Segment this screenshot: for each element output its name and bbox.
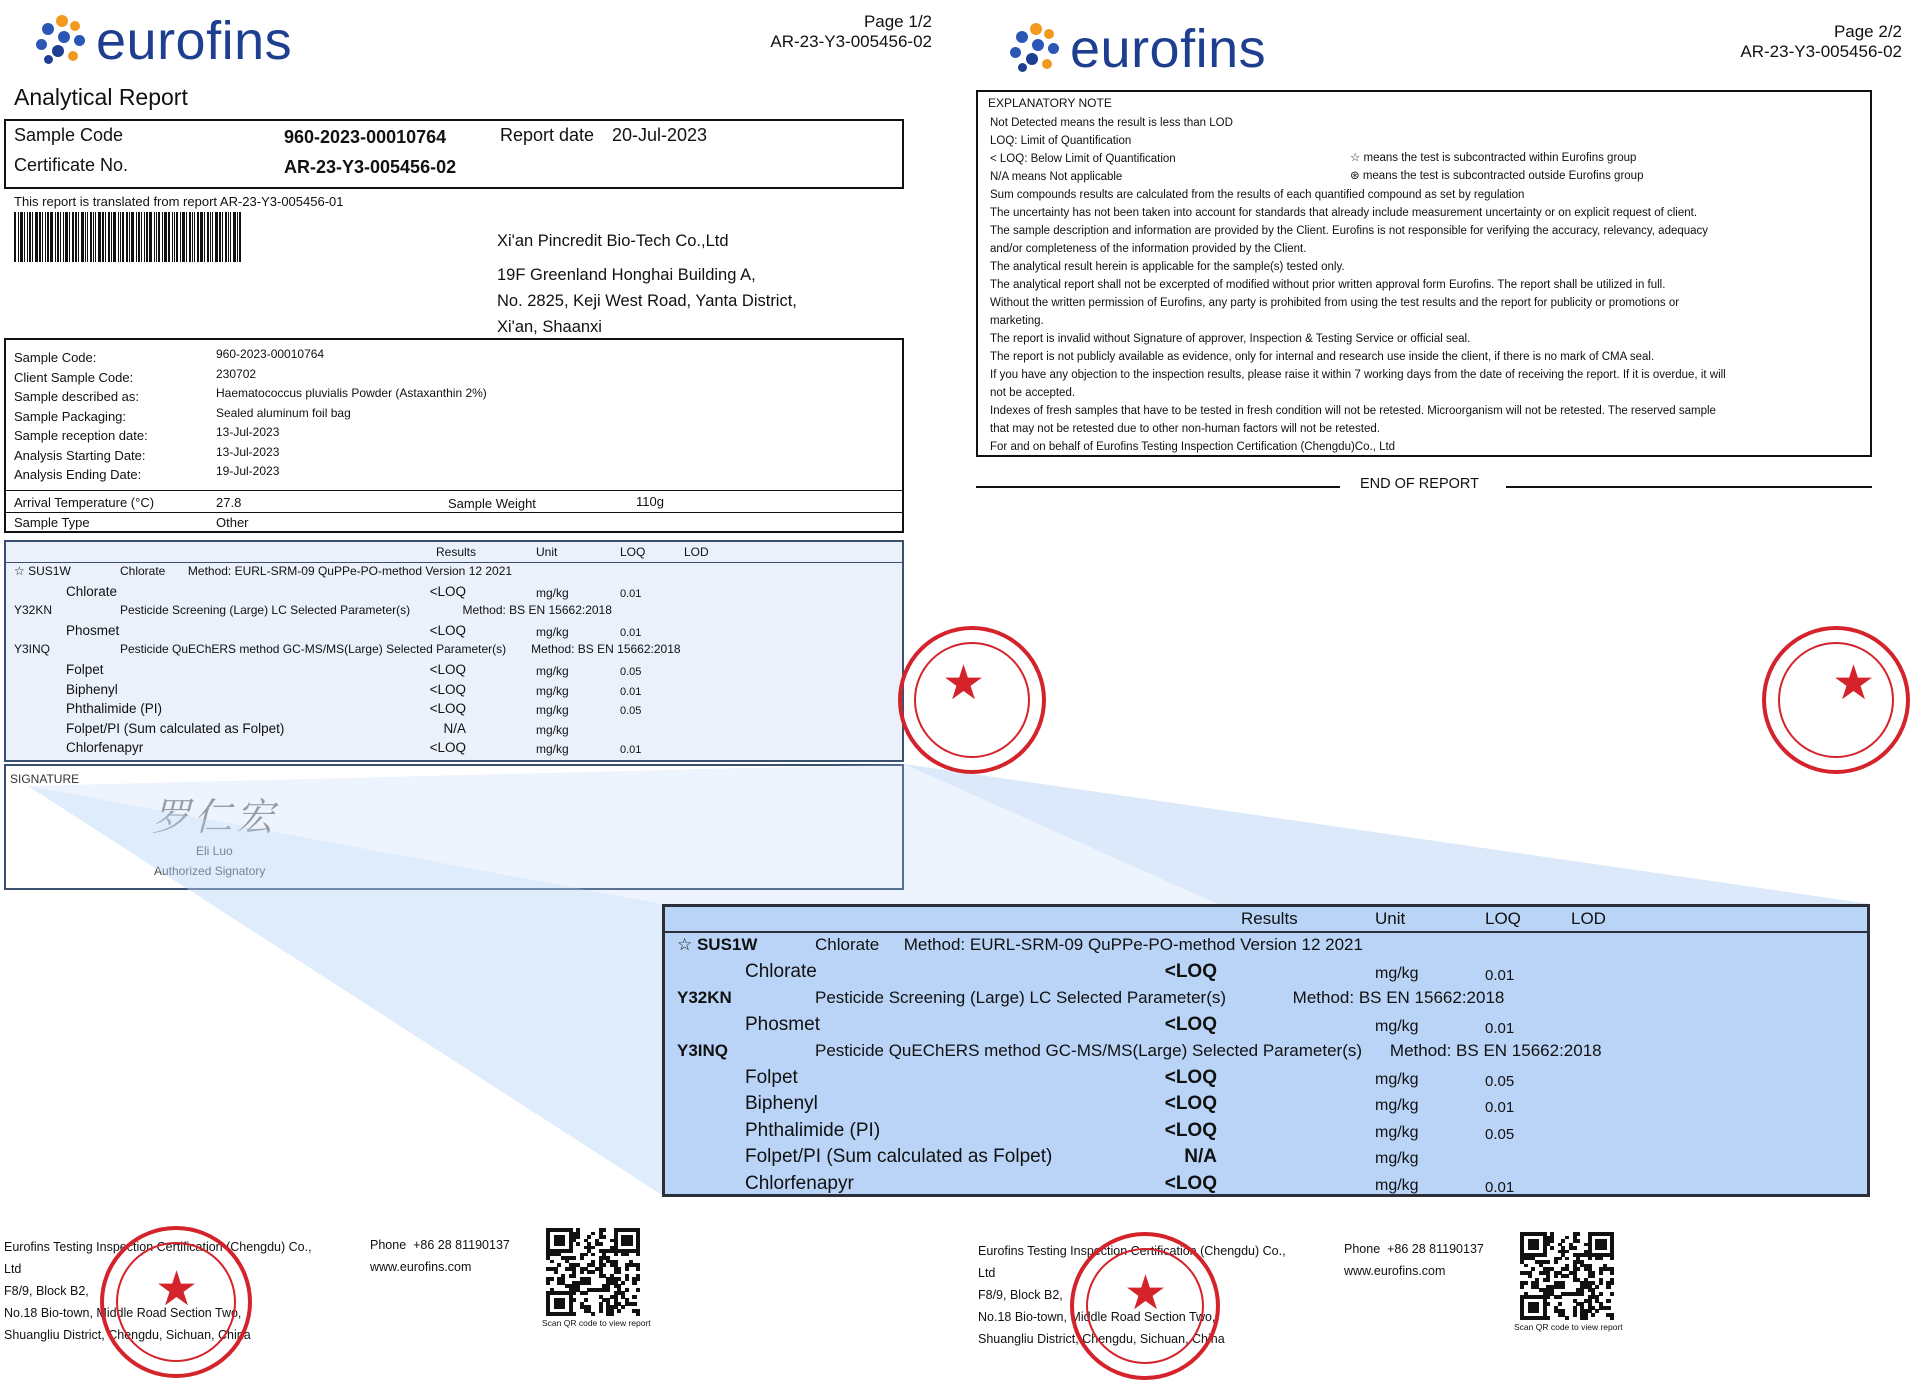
qr-module [617,1270,621,1274]
explanatory-note-box [976,90,1872,457]
page2-header-info [1670,22,1902,62]
explanatory-notes-list [990,114,1870,456]
analyte-unit: mg/kg [1375,1071,1419,1088]
analyte-result: <LOQ [429,662,466,677]
qr-module [1558,1257,1562,1261]
method-reference: Method: EURL-SRM-09 QuPPe-PO-method Version 12 2021 [903,935,1363,954]
qr-module [632,1295,636,1299]
qr-module [1565,1250,1569,1254]
method-description: Pesticide Screening (Large) LC Selected Parameter(s) [815,987,1227,1007]
analyte-name: Biphenyl [66,681,118,697]
analyte-result: <LOQ [1164,1119,1217,1141]
qr-module [610,1312,614,1316]
website-page2[interactable]: www.eurofins.com [1344,1264,1446,1278]
qr-module [621,1281,625,1285]
analyte-loq: 0.01 [620,587,642,600]
page-number: Page 1/2 [863,12,932,31]
qr-module [599,1309,603,1313]
analyte-name: Folpet/PI (Sum calculated as Folpet) [66,720,285,736]
analyte-loq: 0.01 [1485,1020,1515,1038]
qr-module [602,1263,606,1267]
qr-module [1531,1267,1535,1271]
analyte-name: Folpet [745,1067,798,1088]
phone2-value: +86 28 81190137 [1387,1242,1484,1256]
explanatory-note-line: Not Detected means the result is less than LOD [990,117,1233,129]
qr-module [576,1242,580,1246]
qr-module [1565,1316,1569,1320]
qr-module [1610,1281,1614,1285]
results-header-unit: Unit [536,545,558,559]
zoomed-header-lod: LOD [1571,909,1606,928]
analyte-name: Chlorate [745,961,817,983]
analyte-loq: 0.01 [1485,1099,1515,1117]
method-code: Y3INQ [677,1040,729,1060]
qr-module [1543,1253,1547,1257]
explanatory-note-line: If you have any objection to the inspection results, please raise it within 7 working days from the date of receiving the report. If it is overdue, it will [990,369,1726,381]
end-line-right [1506,486,1872,488]
qr-module [1576,1232,1580,1236]
analyte-name: Phthalimide (PI) [745,1119,881,1141]
qr-module [1610,1316,1614,1320]
analyte-unit: mg/kg [1375,1123,1419,1141]
translated-note: This report is translated from report AR-23-Y3-005456-01 [14,194,344,209]
explanatory-note-line: marketing. [990,315,1044,327]
eurofins-logo-page2 [1008,18,1266,80]
qr-module [629,1242,633,1246]
sample-type-label: Sample Type [14,515,90,530]
qr-module [602,1235,606,1239]
client-address-line2: No. 2825, Keji West Road, Yanta District, [497,292,797,310]
analyte-unit: mg/kg [536,683,569,698]
qr-module [580,1270,584,1274]
qr-module [569,1249,573,1253]
qr-module [1520,1285,1524,1289]
qr-module [1524,1281,1528,1285]
method-description: Pesticide QuEChERS method GC-MS/MS(Large) Selected Parameter(s) [815,1040,1363,1060]
explanatory-note-line: The analytical result herein is applicable for the sample(s) tested only. [990,261,1345,273]
results-table-zoomed [662,904,1870,1197]
qr-module [1546,1260,1550,1264]
footer-company-line2: Ltd [4,1262,22,1276]
qr-module [1588,1257,1592,1261]
result-group-row [665,988,1867,1014]
analyte-unit: mg/kg [536,703,569,718]
analyte-row [665,1014,1867,1040]
qr-module [1606,1285,1610,1289]
analyte-loq: 0.05 [1485,1125,1515,1143]
qr-module [1591,1274,1595,1278]
certificate-value: AR-23-Y3-005456-02 [284,157,457,177]
analyte-result: N/A [443,720,466,736]
qr-module [1576,1267,1580,1271]
qr-module [1558,1302,1562,1306]
analyte-name: Biphenyl [745,1093,818,1115]
qr-module [1580,1292,1584,1296]
qr-caption-page2: Scan QR code to view report [1514,1322,1623,1332]
qr-module [599,1242,603,1246]
qr-module [1603,1246,1607,1250]
result-group-row [665,1041,1867,1067]
analyte-result: <LOQ [429,740,466,756]
qr-module [1573,1246,1577,1250]
qr-module [587,1281,591,1285]
footer2-address-line1: F8/9, Block B2, [978,1288,1063,1302]
qr-module [1565,1257,1569,1261]
qr-module [1535,1309,1539,1313]
analyte-name: Chlorfenapyr [745,1172,854,1194]
qr-module [1591,1313,1595,1317]
sample-code-value: 960-2023-00010764 [284,127,447,147]
qr-module [621,1305,625,1309]
analyte-result: <LOQ [1164,1067,1217,1088]
footer-address-line2: No.18 Bio-town, Middle Road Section Two, [4,1306,242,1320]
qr-code [546,1228,640,1316]
analyte-loq: 0.01 [620,744,642,757]
qr-module [1524,1264,1528,1268]
qr-module [1606,1299,1610,1303]
footer-contact-page1 [370,1234,510,1278]
qr-module [1595,1309,1599,1313]
method-description: Pesticide Screening (Large) LC Selected Parameter(s) [120,603,411,618]
explanatory-note-line: Without the written permission of Eurofins, any party is prohibited from using the test results and the report for publicity or promotions or [990,297,1680,309]
zoomed-header-unit: Unit [1375,909,1406,928]
method-description: Pesticide QuEChERS method GC-MS/MS(Large) Selected Parameter(s) [120,642,507,657]
detail-label: Sample described as: [14,389,140,404]
qr-module [550,1277,554,1281]
explanatory-note-line: The sample description and information are provided by the Client. Eurofins is not responsible for verifying the accuracy, relevancy, adequacy [990,225,1709,237]
phone2-label: Phone [1344,1242,1381,1256]
sample-weight-value: 110g [636,494,664,509]
analyte-row [665,1120,1867,1146]
qr-caption: Scan QR code to view report [542,1318,651,1328]
detail-value: Sealed aluminum foil bag [216,405,351,420]
subcontract-within-note: ☆ means the test is subcontracted within Eurofins group [1350,152,1637,164]
qr-module [1561,1285,1565,1289]
qr-module [591,1253,595,1257]
sample-code-label: Sample Code [14,125,124,145]
qr-module [617,1309,621,1313]
seal-fragment-page2: ★ [1842,620,1922,780]
analyte-name: Chlorfenapyr [66,740,144,756]
qr-module [636,1288,640,1292]
detail-value: 19-Jul-2023 [216,464,280,478]
method-description: Chlorate [815,935,880,954]
explanatory-note-line: The uncertainty has not been taken into account for standards that already include measurement uncertainty or on explicit request of client. [990,207,1698,219]
method-reference: Method: BS EN 15662:2018 [1389,1040,1602,1060]
arrival-temp-value: 27.8 [216,495,242,510]
footer2-company-line2: Ltd [978,1266,996,1280]
footer2-address-line3: Shuangliu District, Chengdu, Sichuan, China [978,1332,1225,1346]
analyte-result: <LOQ [429,701,466,717]
qr-module [1535,1246,1539,1250]
method-reference: Method: BS EN 15662:2018 [462,603,612,618]
analyte-unit: mg/kg [536,664,569,678]
qr-module [625,1277,629,1281]
qr-module [1595,1285,1599,1289]
brand-name: eurofins [96,11,293,71]
qr-module [1565,1274,1569,1278]
signature-handwriting: 罗仁宏 [152,795,279,839]
zoomed-header-loq: LOQ [1485,909,1521,928]
signature-label: SIGNATURE [10,772,80,786]
method-code: Y32KN [14,603,53,618]
detail-label: Analysis Ending Date: [14,467,142,482]
method-code: Y3INQ [14,642,51,657]
method-description: Chlorate [120,564,166,578]
qr-module [636,1267,640,1271]
qr-module [625,1253,629,1257]
qr-module [636,1253,640,1257]
qr-module [1546,1302,1550,1306]
detail-label: Client Sample Code: [14,369,134,385]
qr-module [636,1312,640,1316]
qr-module [584,1298,588,1302]
explanatory-note-line: Sum compounds results are calculated from the results of each quantified compound as set by regulation [990,189,1525,201]
footer2-address-line2: No.18 Bio-town, Middle Road Section Two, [978,1310,1216,1324]
result-group-row [665,935,1867,961]
detail-label: Sample Code: [14,350,97,365]
qr-module [1546,1278,1550,1282]
qr-module [572,1291,576,1295]
qr-module [1550,1246,1554,1250]
qr-module [632,1281,636,1285]
explanatory-note-line: The report is not publicly available as evidence, only for internal and research use inside the client, if there is no mark of CMA seal. [990,351,1655,363]
method-code: ☆ SUS1W [14,564,71,578]
client-name: Xi'an Pincredit Bio-Tech Co.,Ltd [497,232,729,250]
detail-label: Sample Packaging: [14,408,127,424]
qr-module [1561,1239,1565,1243]
results-header-loq: LOQ [620,545,646,559]
analyte-loq: 0.05 [620,666,642,678]
qr-module [584,1291,588,1295]
qr-module [614,1253,618,1257]
method-reference: Method: EURL-SRM-09 QuPPe-PO-method Version 12 2021 [187,564,513,578]
sample-weight-label: Sample Weight [448,496,536,511]
page2-number: Page 2/2 [1833,22,1902,41]
footer-address-line3: Shuangliu District, Chengdu, Sichuan, China [4,1328,251,1342]
analyte-row [665,1173,1867,1199]
analyte-loq: 0.01 [620,685,642,698]
qr-module [1546,1316,1550,1320]
detail-value: 230702 [216,366,257,381]
explanatory-note-line: and/or completeness of the information provided by the Client. [990,243,1307,255]
analyte-row [665,1146,1867,1172]
qr-module [572,1256,576,1260]
signatory-name: Eli Luo [196,844,233,858]
qr-module [587,1235,591,1239]
brand-name-page2: eurofins [1070,19,1267,79]
results-header-lod: LOD [684,545,709,559]
qr-module [576,1235,580,1239]
analyte-row [665,961,1867,987]
qr-module [625,1267,629,1271]
qr-module [554,1270,558,1274]
results-header-results: Results [436,545,477,559]
explanatory-note-line: The report is invalid without Signature of approver, Inspection & Testing Service or official seal. [990,333,1471,345]
qr-module [572,1312,576,1316]
qr-module [591,1312,595,1316]
website[interactable]: www.eurofins.com [370,1260,472,1274]
analyte-loq: 0.01 [620,626,642,639]
analyte-name: Phosmet [66,622,120,638]
qr-module [1606,1306,1610,1310]
qr-module [572,1274,576,1278]
zoomed-header-results: Results [1241,909,1298,928]
explanatory-note-line: N/A means Not applicable [990,171,1123,183]
qr-module [1554,1274,1558,1278]
analyte-name: Phthalimide (PI) [66,701,163,717]
footer-contact-page2 [1344,1238,1484,1282]
eurofins-logo-icon [1008,21,1064,77]
analyte-unit: mg/kg [536,722,569,737]
end-line-left [976,486,1340,488]
analyte-loq: 0.01 [1485,1178,1515,1196]
qr-module [591,1232,595,1236]
qr-module [561,1305,565,1309]
phone-value: +86 28 81190137 [413,1238,510,1252]
detail-value: Haematococcus pluvialis Powder (Astaxanthin 2%) [216,386,487,400]
analyte-unit: mg/kg [536,585,569,600]
qr-module [606,1288,610,1292]
report-date-value: 20-Jul-2023 [612,125,708,145]
detail-value: 13-Jul-2023 [216,444,280,459]
qr-module [550,1260,554,1264]
qr-module [1558,1295,1562,1299]
explanatory-note-line: For and on behalf of Eurofins Testing Inspection Certification (Chengdu)Co., Ltd [990,441,1396,453]
analyte-unit: mg/kg [1375,1150,1419,1168]
signatory-role: Authorized Signatory [154,864,266,878]
analyte-result: <LOQ [429,622,466,638]
page2-report-id: AR-23-Y3-005456-02 [1740,42,1902,61]
seal-fragment-page1: ★ [892,620,972,780]
explanatory-note-line: < LOQ: Below Limit of Quantification [990,153,1176,165]
qr-module [1565,1236,1569,1240]
qr-module [561,1242,565,1246]
client-address-line1: 19F Greenland Honghai Building A, [497,266,756,284]
analyte-loq: 0.05 [620,705,642,718]
qr-module [1554,1260,1558,1264]
qr-module [1599,1271,1603,1275]
analyte-unit: mg/kg [1375,1097,1419,1115]
analyte-unit: mg/kg [536,742,569,757]
analyte-unit: mg/kg [1375,1018,1419,1036]
detail-value: 960-2023-00010764 [216,347,325,361]
client-address-line3: Xi'an, Shaanxi [497,318,602,336]
analyte-result: <LOQ [1164,961,1217,983]
explanatory-note-line: The analytical report shall not be excerpted of modified without prior written approval form Eurofins. The report shall be utilized in full. [990,279,1666,291]
subcontract-outside-note: ⊛ means the test is subcontracted outside Eurofins group [1350,170,1644,182]
method-reference: Method: BS EN 15662:2018 [1292,987,1505,1007]
footer2-company-line1: Eurofins Testing Inspection Certification (Chengdu) Co., [978,1244,1286,1258]
report-date-label: Report date [500,125,595,145]
qr-module [1550,1239,1554,1243]
qr-module [1546,1295,1550,1299]
qr-module [1599,1292,1603,1296]
qr-module [625,1288,629,1292]
qr-module [602,1228,606,1232]
certificate-label: Certificate No. [14,155,129,175]
explanatory-note-line: not be accepted. [990,387,1076,399]
qr-module [1610,1257,1614,1261]
detail-label: Analysis Starting Date: [14,447,146,463]
analyte-result: <LOQ [1164,1172,1217,1194]
qr-module [557,1263,561,1267]
qr-module [1599,1257,1603,1261]
phone-label: Phone [370,1238,407,1252]
qr-module [584,1253,588,1257]
qr-module [591,1270,595,1274]
analyte-name: Folpet/PI (Sum calculated as Folpet) [745,1146,1053,1168]
analyte-name: Folpet [66,662,104,677]
analyte-unit: mg/kg [536,624,569,639]
qr-module [572,1298,576,1302]
explanatory-note-line: LOQ: Limit of Quantification [990,135,1132,147]
qr-module [591,1246,595,1250]
analyte-unit: mg/kg [1375,1176,1419,1194]
qr-module [1528,1274,1532,1278]
analyte-name: Chlorate [66,583,118,599]
analyte-result: <LOQ [429,583,466,599]
footer-address-line1: F8/9, Block B2, [4,1284,89,1298]
analyte-name: Phosmet [745,1014,820,1036]
qr-module [546,1281,550,1285]
sample-type-value: Other [216,515,249,530]
analyte-result: <LOQ [1164,1014,1217,1036]
qr-module [1599,1281,1603,1285]
qr-module [636,1277,640,1281]
footer-company-line1: Eurofins Testing Inspection Certification (Chengdu) Co., [4,1240,312,1254]
qr-module [580,1256,584,1260]
method-reference: Method: BS EN 15662:2018 [531,642,681,657]
qr-module [1573,1313,1577,1317]
analyte-result: <LOQ [429,681,466,697]
qr-code-page2 [1520,1232,1614,1320]
arrival-temp-label: Arrival Temperature (°C) [14,495,155,510]
explanatory-note-line: that may not be retested due to other non-human factors will not be retested. [990,423,1380,435]
method-code: Y32KN [677,987,732,1007]
method-code: ☆ SUS1W [677,935,758,954]
official-seal-page1: ★ [100,1226,256,1382]
detail-label: Sample reception date: [14,428,148,443]
analyte-unit: mg/kg [1375,965,1419,983]
analyte-loq: 0.05 [1485,1073,1515,1090]
qr-module [1610,1292,1614,1296]
analyte-loq: 0.01 [1485,967,1515,985]
qr-module [1584,1316,1588,1320]
qr-module [1610,1271,1614,1275]
zoomed-header-divider [665,931,1867,933]
analyte-row [665,1067,1867,1093]
analyte-row [665,1093,1867,1119]
end-of-report: END OF REPORT [1360,476,1479,492]
official-seal-page2: ★ [1070,1232,1226,1388]
explanatory-note-line: Indexes of fresh samples that have to be tested in fresh condition will not be retested. Microorganism will not be retested. The reserved sample [990,405,1716,417]
analyte-result: <LOQ [1164,1093,1217,1115]
analyte-result: N/A [1184,1146,1217,1168]
report-id: AR-23-Y3-005456-02 [770,32,932,51]
explanatory-note-title: EXPLANATORY NOTE [988,96,1112,110]
qr-module [632,1302,636,1306]
page-title: Analytical Report [14,84,188,110]
qr-module [1576,1239,1580,1243]
detail-value: 13-Jul-2023 [216,425,280,439]
